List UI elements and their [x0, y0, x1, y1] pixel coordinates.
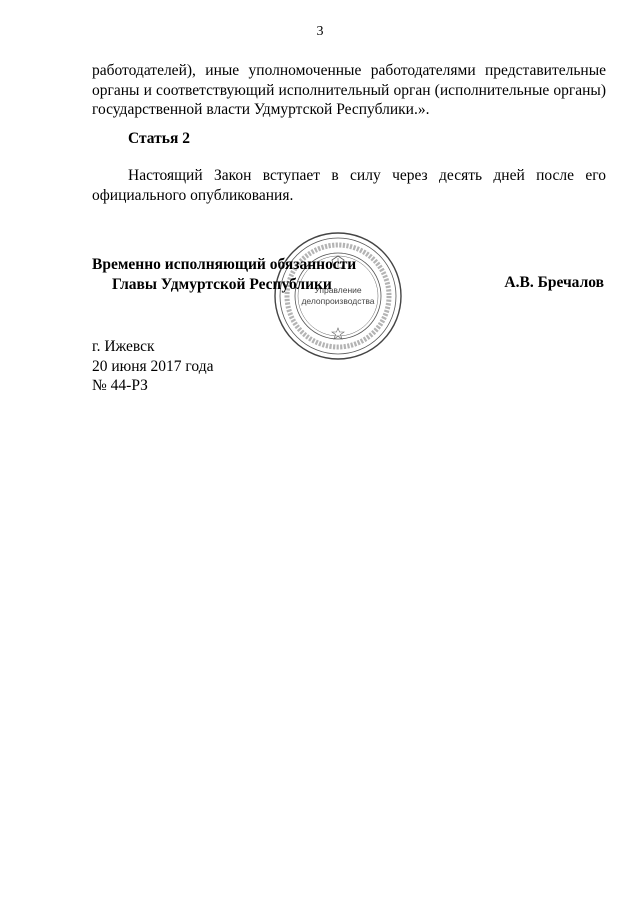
paragraph-line: органы и соответствующий исполнительный орган (исполнительные органы) [92, 81, 606, 99]
article-heading: Статья 2 [128, 130, 190, 147]
paragraph-line: официального опубликования. [92, 186, 294, 204]
paragraph-continuation [92, 61, 606, 120]
footer-city: г. Ижевск [92, 338, 155, 355]
stamp-center-line-2: делопроизводства [301, 296, 375, 306]
footer-date: 20 июня 2017 года [92, 357, 214, 375]
signatory-title-line: Временно исполняющий обязанности [92, 256, 357, 273]
signatory-title [92, 255, 356, 294]
stamp-center-line-1: Управление [314, 285, 362, 295]
signatory-name: А.В. Бречалов [504, 274, 604, 291]
document-footer [92, 337, 213, 396]
footer-law-number: № 44-РЗ [92, 377, 148, 394]
seal-star-icon [332, 328, 344, 339]
paragraph-line: Настоящий Закон вступает в силу через десять дней после его [128, 167, 606, 184]
official-seal-stamp [272, 230, 404, 362]
page-number: 3 [316, 24, 324, 39]
signatory-title-line: Главы Удмуртской Республики [112, 275, 332, 293]
article-text [92, 166, 606, 205]
paragraph-line: работодателей), иные уполномоченные работодателями представительные [92, 62, 606, 79]
paragraph-line: государственной власти Удмуртской Республики.». [92, 101, 430, 118]
